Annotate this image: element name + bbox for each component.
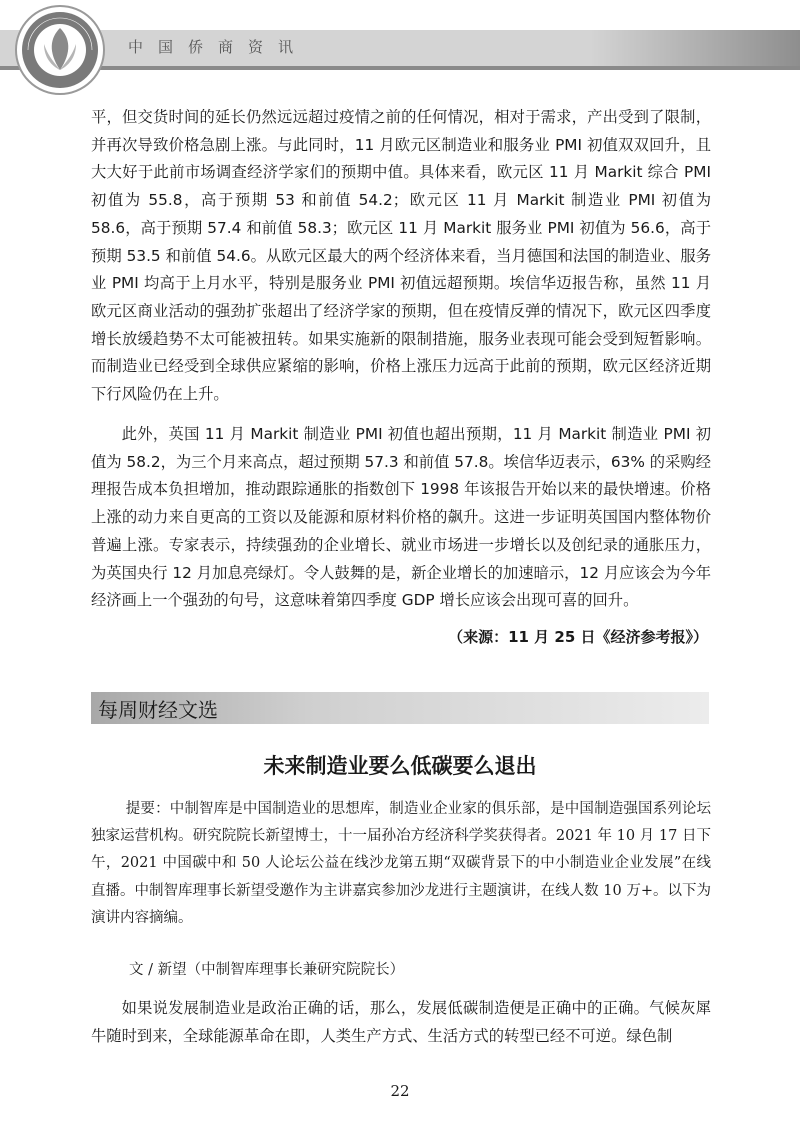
article2-title: 未来制造业要么低碳要么退出 [263, 754, 537, 778]
article2-paragraph1: 如果说发展制造业是政治正确的话，那么，发展低碳制造便是正确中的正确。气候灰犀牛随时到来，全球能源革命在即，人类生产方式、生活方式的转型已经不可逆。绿色制 [91, 999, 711, 1045]
header-title: 中国侨商资讯 [128, 38, 309, 56]
section-title: 每周财经文选 [98, 698, 218, 722]
article1-source: （来源：11 月 25 日《经济参考报》） [448, 628, 708, 646]
header-divider [0, 66, 800, 70]
article1-paragraph1: 平，但交货时间的延长仍然远远超过疫情之前的任何情况，相对于需求，产出受到了限制，并再次导致价格急剧上涨。与此同时，11 月欧元区制造业和服务业 PMI 初值双双回升，且大大好于此前市场调查经济学家们的预期中值。具体来看，欧元区 11 月 Markit 综合 PMI 初值为 55.8，高于预期 53 和前值 54.2；欧元区 11 月 Markit 制造业 PMI 初值为 58.6，高于预期 57.4 和前值 58.3；欧元区 11 月 Markit 服务业 PMI 初值为 56.6，高于预期 53.5 和前值 54.6。从欧元区最大的两个经济体来看，当月德国和法国的制造业、服务业 PMI 均高于上月水平，特别是服务业 PMI 初值远超预期。埃信华迈报告称，虽然 11 月欧元区商业活动的强劲扩张超出了经济学家的预期，但在疫情反弹的情况下，欧元区四季度增长放缓趋势不太可能被扭转。如果实施新的限制措施，服务业表现可能会受到短暂影响。而制造业已经受到全球供应紧缩的影响，价格上涨压力远高于此前的预期，欧元区经济近期下行风险仍在上升。 [91, 108, 711, 404]
article2-byline: 文 / 新望（中制智库理事长兼研究院院长） [129, 962, 405, 978]
header-band-gradient [590, 30, 800, 66]
page-number: 22 [390, 1082, 410, 1100]
article1-paragraph2: 此外，英国 11 月 Markit 制造业 PMI 初值也超出预期，11 月 Markit 制造业 PMI 初值为 58.2，为三个月来高点，超过预期 57.3 和前值 57.8。埃信华迈表示，63% 的采购经理报告成本负担增加，推动跟踪通胀的指数创下 1998 年该报告开始以来的最快增速。价格上涨的动力来自更高的工资以及能源和原材料价格的飙升。这进一步证明英国国内整体物价普遍上涨。专家表示，持续强劲的企业增长、就业市场进一步增长以及创纪录的通胀压力，为英国央行 12 月加息亮绿灯。令人鼓舞的是，新企业增长的加速暗示，12 月应该会为今年经济画上一个强劲的句号，这意味着第四季度 GDP 增长应该会出现可喜的回升。 [91, 425, 711, 610]
article2-abstract: 提要：中制智库是中国制造业的思想库，制造业企业家的俱乐部，是中国制造强国系列论坛独家运营机构。研究院院长新望博士，十一届孙冶方经济科学奖获得者。2021 年 10 月 17 日下午，2021 中国碳中和 50 人论坛公益在线沙龙第五期“双碳背景下的中小制造业企业发展”在线直播。中制智库理事长新望受邀作为主讲嘉宾参加沙龙进行主题演讲，在线人数 10 万+。以下为演讲内容摘编。 [91, 801, 711, 926]
organization-logo-icon [14, 4, 106, 96]
